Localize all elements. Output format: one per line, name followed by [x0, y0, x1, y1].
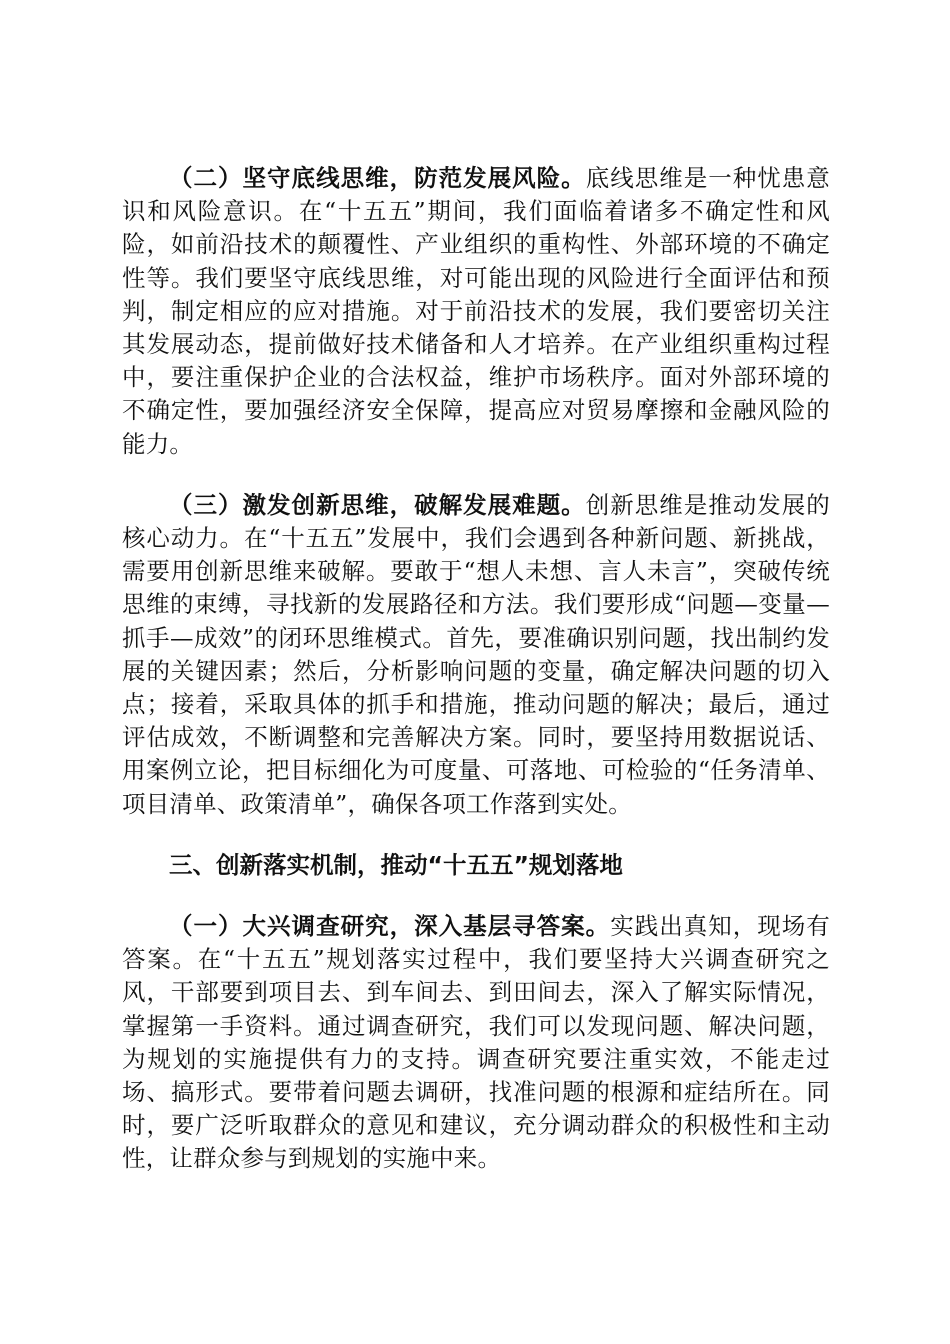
paragraph-investigation-research — [122, 910, 830, 1176]
paragraph-lead: （二）坚守底线思维，防范发展风险。 — [169, 164, 586, 192]
paragraph-bottom-line-thinking — [122, 162, 830, 461]
paragraph-innovative-thinking — [122, 489, 830, 821]
paragraph-body: 底线思维是一种忧患意识和风险意识。在“十五五”期间，我们面临着诸多不确定性和风险，如前沿技术的颠覆性、产业组织的重构性、外部环境的不确定性等。我们要坚守底线思维，对可能出现的风险进行全面评估和预判，制定相应的应对措施。对于前沿技术的发展，我们要密切关注其发展动态，提前做好技术储备和人才培养。在产业组织重构过程中，要注重保护企业的合法权益，维护市场秩序。面对外部环境的不确定性，要加强经济安全保障，提高应对贸易摩擦和金融风险的能力。 — [122, 164, 831, 458]
paragraph-body: 创新思维是推动发展的核心动力。在“十五五”发展中，我们会遇到各种新问题、新挑战，需要用创新思维来破解。要敢于“想人未想、言人未言”，突破传统思维的束缚，寻找新的发展路径和方法。我们要形成“问题—变量—抓手—成效”的闭环思维模式。首先，要准确识别问题，找出制约发展的关键因素；然后，分析影响问题的变量，确定解决问题的切入点；接着，采取具体的抓手和措施，推动问题的解决；最后，通过评估成效，不断调整和完善解决方案。同时，要坚持用数据说话、用案例立论，把目标细化为可度量、可落地、可检验的“任务清单、项目清单、政策清单”，确保各项工作落到实处。 — [122, 490, 831, 818]
section-heading: 三、创新落实机制，推动“十五五”规划落地 — [169, 850, 623, 879]
paragraph-lead: （三）激发创新思维，破解发展难题。 — [169, 490, 586, 519]
paragraph-lead: （一）大兴调查研究，深入基层寻答案。 — [169, 912, 611, 941]
paragraph-body: 实践出真知，现场有答案。在“十五五”规划落实过程中，我们要坚持大兴调查研究之风，干部要到项目去、到车间去、到田间去，深入了解实际情况，掌握第一手资料。通过调查研究，我们可以发现问题、解决问题，为规划的实施提供有力的支持。调查研究要注重实效，不能走过场、搞形式。要带着问题去调研，找准问题的根源和症结所在。同时，要广泛听取群众的意见和建议，充分调动群众的积极性和主动性，让群众参与到规划的实施中来。 — [122, 912, 830, 1173]
